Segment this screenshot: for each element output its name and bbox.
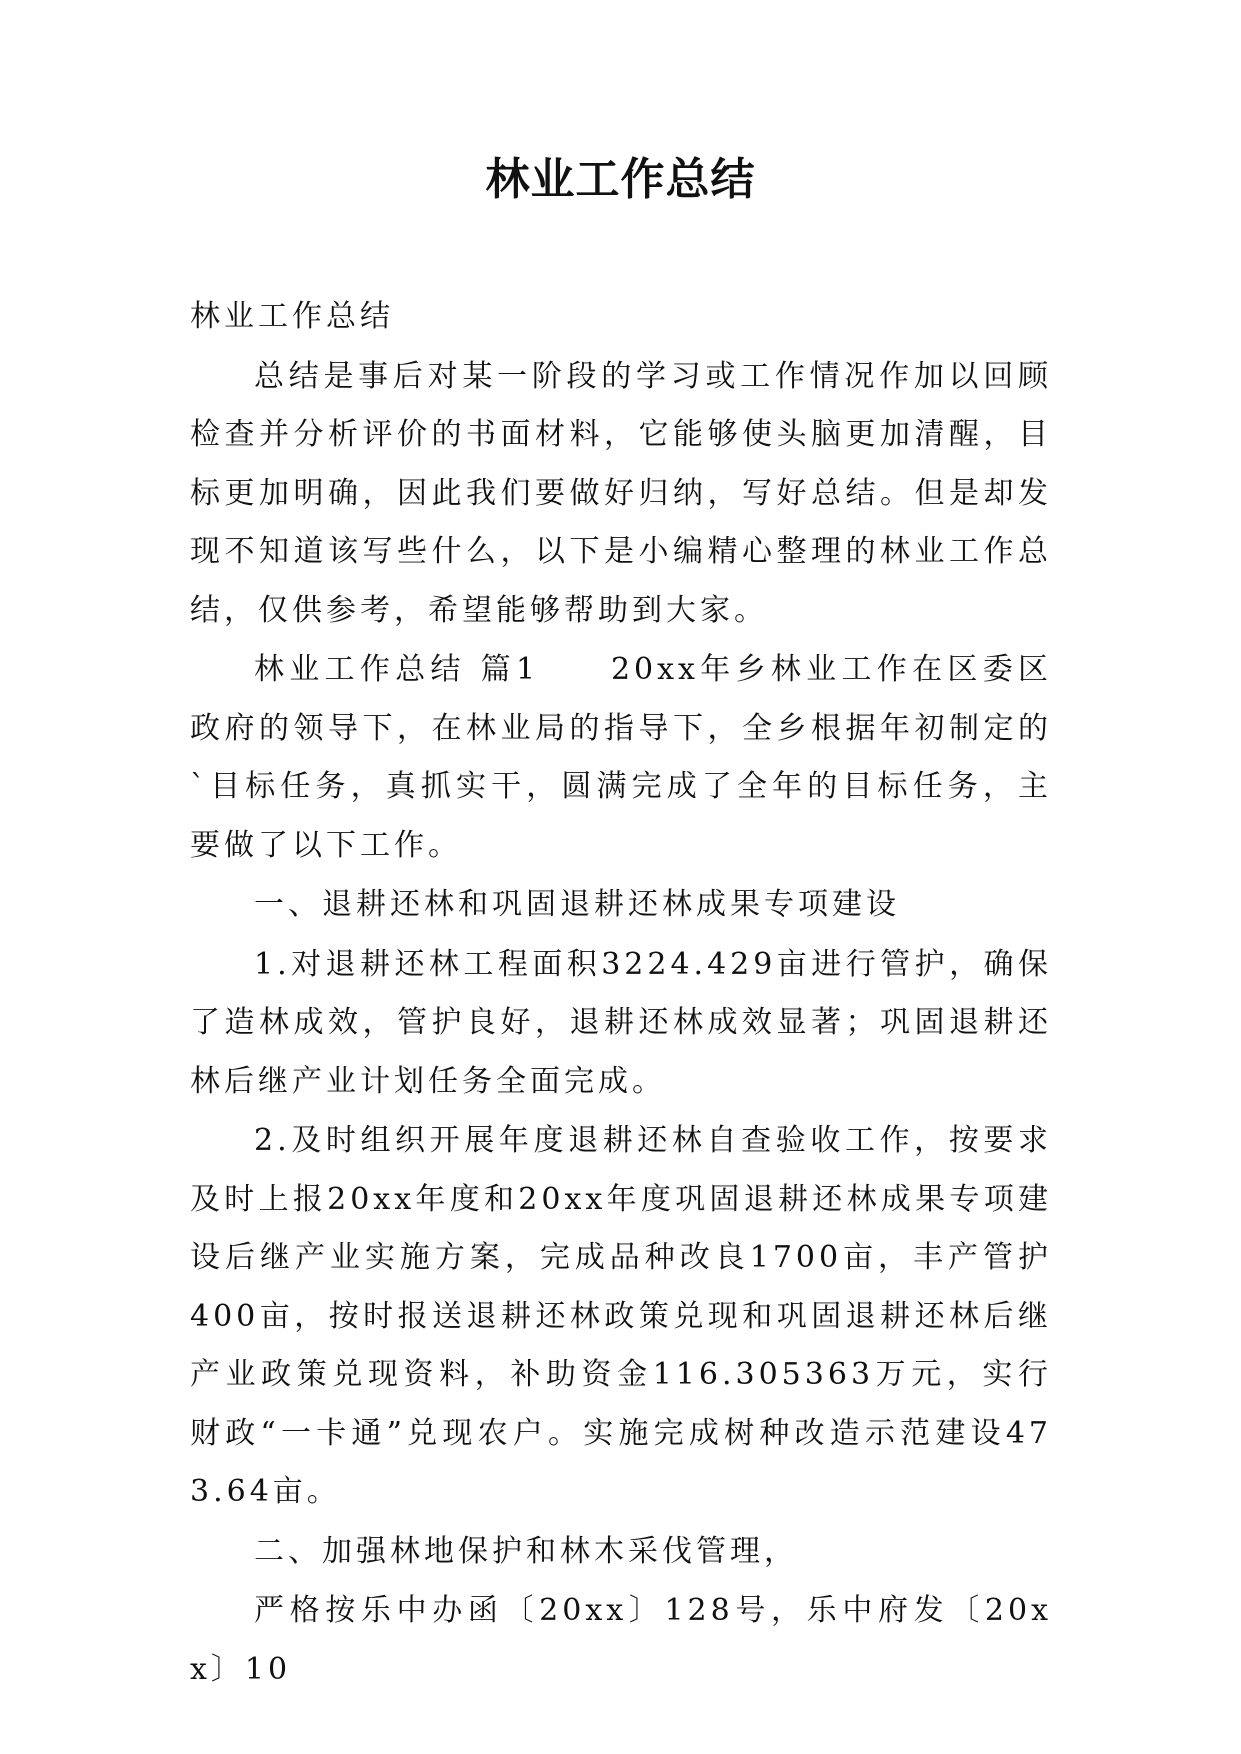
item-2-paragraph: 2.及时组织开展年度退耕还林自查验收工作，按要求及时上报20xx年度和20xx年度巩固退耕还林成果专项建设后继产业实施方案，完成品种改良1700亩，丰产管护400亩，按时报送退耕还林政策兑现和巩固退耕还林后继产业政策兑现资料，补助资金116.305363万元，实行财政“一卡通”兑现农户。实施完成树种改造示范建设473.64亩。 — [190, 1123, 1052, 1509]
document-body — [190, 288, 1052, 1700]
intro-paragraph: 总结是事后对某一阶段的学习或工作情况作加以回顾检查并分析评价的书面材料，它能够使头脑更加清醒，目标更加明确，因此我们要做好归纳，写好总结。但是却发现不知道该写些什么，以下是小编精心整理的林业工作总结，仅供参考，希望能够帮助到大家。 — [190, 358, 1052, 628]
heading-two: 二、加强林地保护和林木采伐管理， — [254, 1533, 798, 1569]
heading-one: 一、退耕还林和巩固退耕还林成果专项建设 — [254, 887, 900, 922]
section-1-paragraph: 林业工作总结 篇1 20xx年乡林业工作在区委区政府的领导下，在林业局的指导下，全乡根据年初制定的`目标任务，真抓实干，圆满完成了全年的目标任务，主要做了以下工作。 — [190, 652, 1052, 863]
subtitle-paragraph: 林业工作总结 — [190, 299, 394, 334]
document-title: 林业工作总结 — [485, 154, 756, 205]
item-1-paragraph: 1.对退耕还林工程面积3224.429亩进行管护，确保了造林成效，管护良好，退耕还林成效显著；巩固退耕还林后继产业计划任务全面完成。 — [190, 946, 1052, 1099]
final-paragraph: 严格按乐中办函〔20xx〕128号，乐中府发〔20xx〕10 — [190, 1593, 1052, 1687]
